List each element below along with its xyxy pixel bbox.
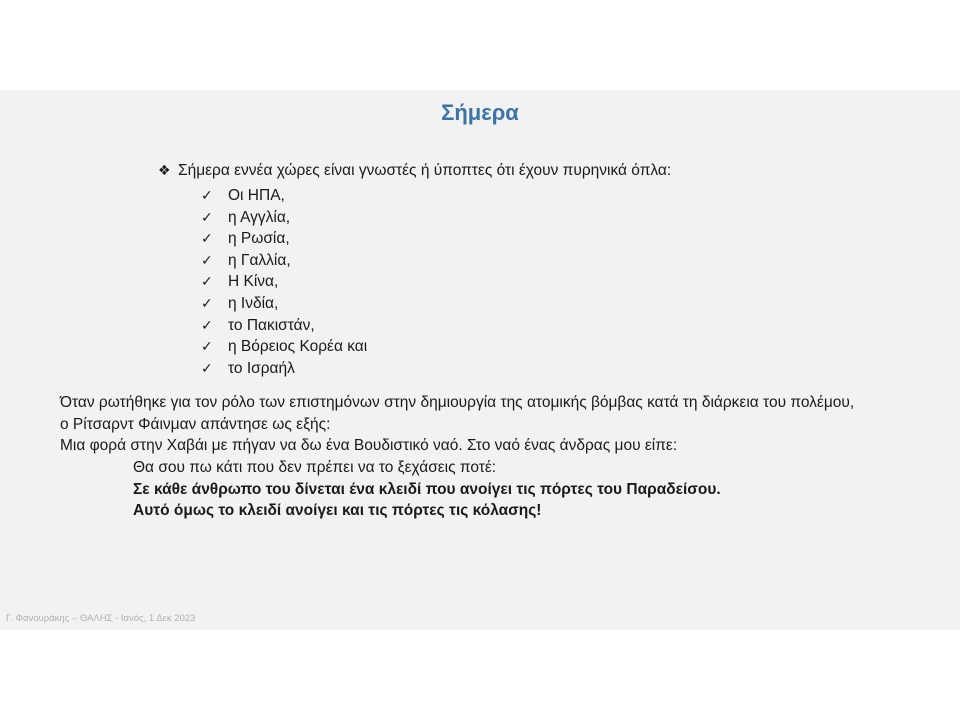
country-label: η Ινδία, [228,294,279,312]
paragraph-line: Όταν ρωτήθηκε για τον ρόλο των επιστημόνων στην δημιουργία της ατομικής βόμβας κατά τη διάρκεια του πολέμου, [60,394,855,411]
country-label: το Ισραήλ [228,359,295,377]
list-item [201,358,367,380]
checkmark-icon: ✓ [201,316,213,333]
paragraph-line: Μια φορά στην Χαβάι με πήγαν να δω ένα Βουδιστικό ναό. Στο ναό ένας άνδρας μου είπε: [60,437,678,455]
quote-block [133,457,721,522]
checkmark-icon: ✓ [201,251,213,268]
checkmark-icon: ✓ [201,208,213,225]
checkmark-icon: ✓ [201,338,213,355]
country-label: η Αγγλία, [228,208,291,226]
checkmark-icon: ✓ [201,273,213,290]
checkmark-icon: ✓ [201,230,213,247]
feynman-paragraph [60,392,940,457]
country-label: Η Κίνα, [228,273,279,291]
intro-bullet [158,162,671,180]
checkmark-icon: ✓ [201,359,213,376]
list-item [201,271,367,293]
list-item [201,315,367,337]
diamond-bullet-icon: ❖ [158,162,171,178]
list-item [201,336,367,358]
country-label: Οι ΗΠΑ, [228,187,285,204]
country-label: το Πακιστάν, [228,316,315,334]
countries-list [201,185,367,379]
slide [0,90,960,630]
list-item [201,293,367,315]
list-item [201,228,367,250]
slide-footer: Γ. Φανουράκης – ΘΑΛΗΣ - Ιανός, 1 Δεκ 2023 [6,613,196,624]
list-item [201,207,367,229]
checkmark-icon: ✓ [201,294,213,311]
list-item [201,185,367,207]
quote-line-bold: Αυτό όμως το κλειδί ανοίγει και τις πόρτες τις κόλασης! [133,502,542,520]
quote-line-bold: Σε κάθε άνθρωπο του δίνεται ένα κλειδί που ανοίγει τις πόρτες του Παραδείσου. [133,480,721,498]
quote-line: Θα σου πω κάτι που δεν πρέπει να το ξεχάσεις ποτέ: [133,459,497,476]
paragraph-line: ο Ρίτσαρντ Φάινμαν απάντησε ως εξής: [60,415,331,433]
intro-text: Σήμερα εννέα χώρες είναι γνωστές ή ύποπτες ότι έχουν πυρηνικά όπλα: [178,162,672,179]
country-label: η Βόρειος Κορέα και [228,338,368,356]
country-label: η Ρωσία, [228,230,290,248]
list-item [201,250,367,272]
checkmark-icon: ✓ [201,187,213,203]
slide-title: Σήμερα [441,100,519,125]
country-label: η Γαλλία, [228,251,291,269]
